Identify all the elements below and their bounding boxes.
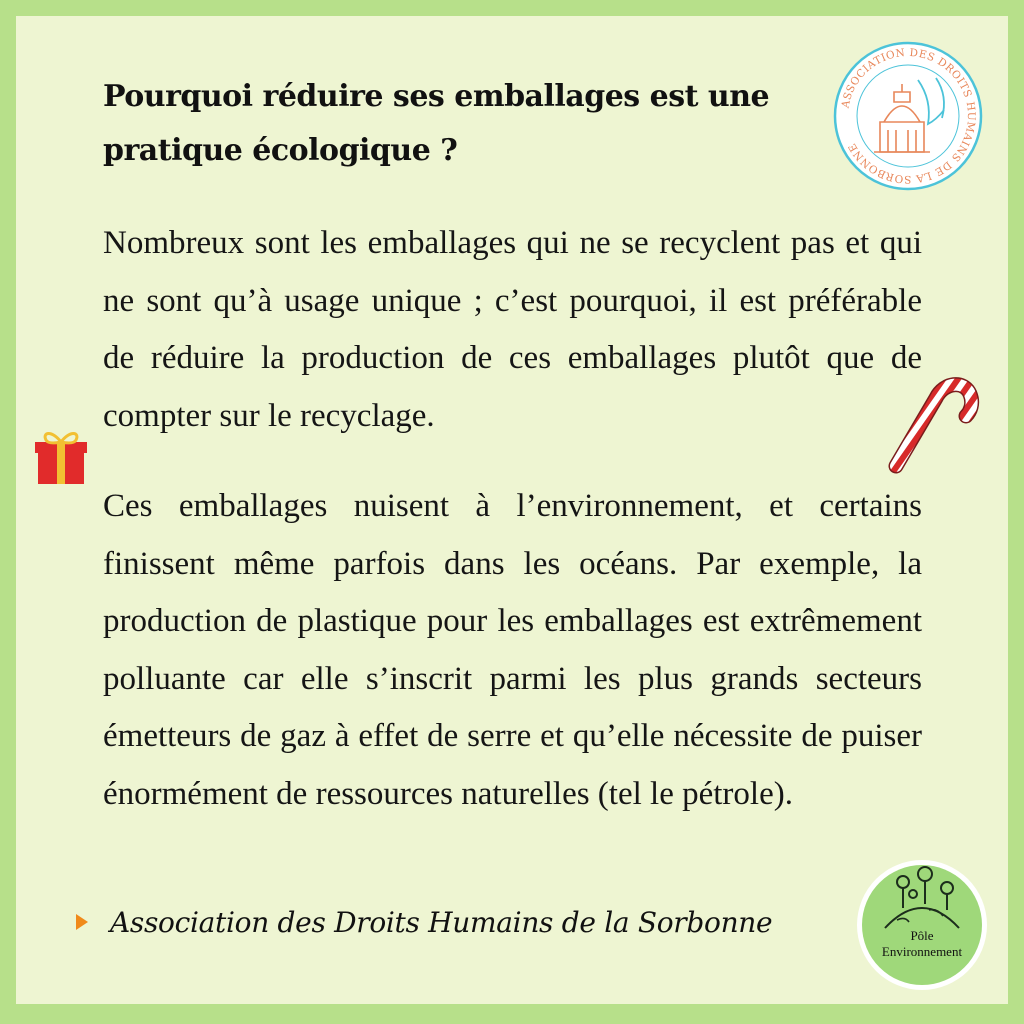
paragraph-1: Nombreux sont les emballages qui ne se recyclent pas et qui ne sont qu’à usage unique ; c’est pourquoi, il est préférable de réduire la production de ces emballages plutôt que de compter sur le recyclage. [103, 225, 922, 434]
gift-icon [34, 428, 88, 486]
paragraph-2: Ces emballages nuisent à l’environnement, et certains finissent même parfois dans les océans. Par exemple, la production de plastique pour les emballages est extrêmement polluante car elle s’inscrit parmi les plus grands secteurs émetteurs de gaz à effet de serre et qu’elle nécessite de puiser énormément de ressources naturelles (tel le pétrole). [103, 488, 922, 812]
logo-ring-text: ASSOCIATION DES DROITS HUMAINS DE LA SORBONNE [839, 46, 978, 186]
pole-environnement-badge [855, 858, 989, 992]
candy-cane-icon [886, 372, 982, 474]
footer-credit [76, 900, 772, 944]
bullet-arrow-icon [76, 914, 88, 930]
page-title: Pourquoi réduire ses emballages est une pratique écologique ? [103, 79, 770, 168]
footer-text: Association des Droits Humains de la Sorbonne [110, 905, 773, 939]
association-logo [832, 40, 984, 192]
pole-line2: Environnement [881, 944, 963, 959]
pole-line1: Pôle [910, 928, 934, 943]
